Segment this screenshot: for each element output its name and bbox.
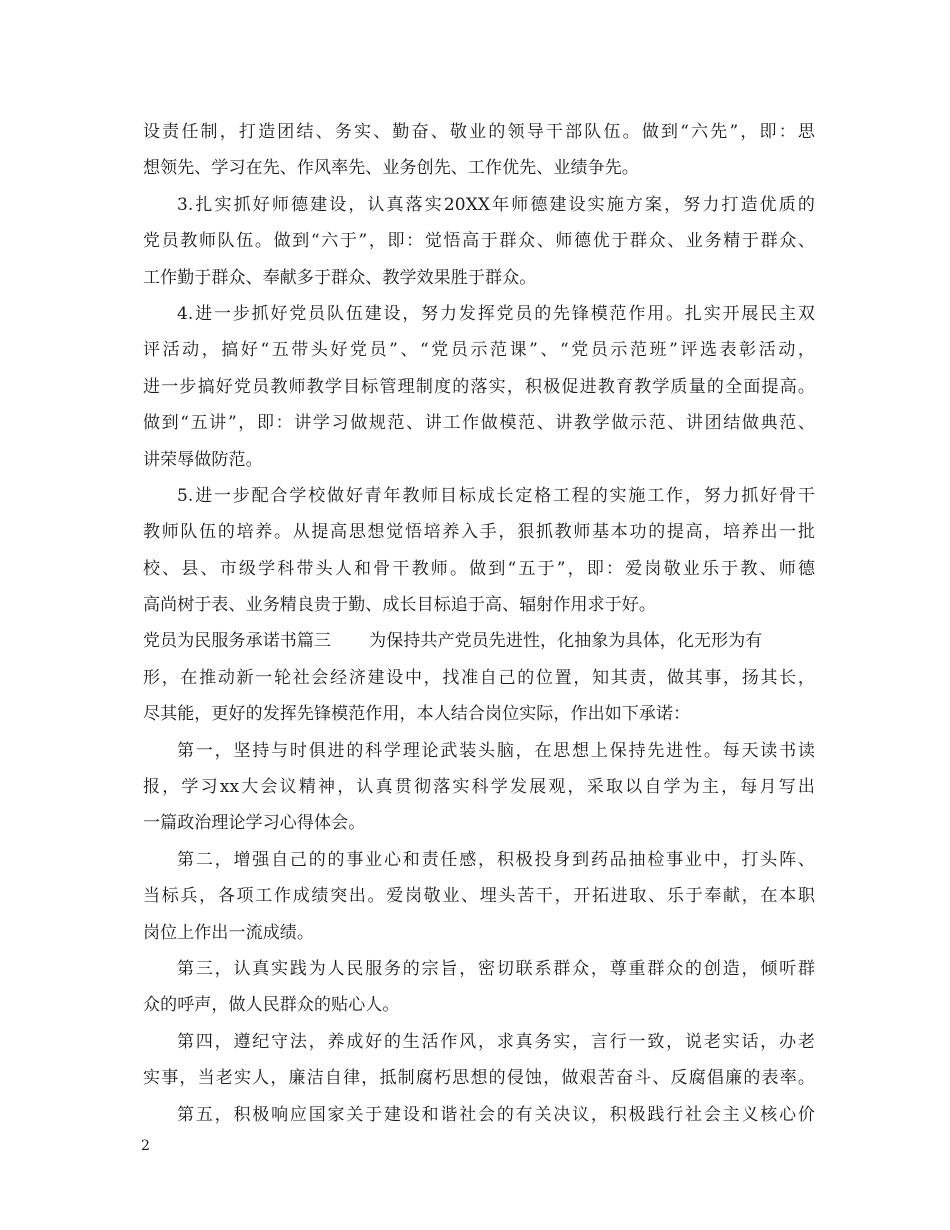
text-line: 评活动，搞好“五带头好党员”、“党员示范课”、“党员示范班”评选表彰活动，: [143, 340, 815, 361]
text-line: 5.进一步配合学校做好青年教师目标成长定格工程的实施工作，努力抓好骨干: [177, 485, 815, 506]
text-line: 第一，坚持与时俱进的科学理论武装头脑，在思想上保持先进性。每天读书读: [177, 740, 815, 761]
text-line: 党员教师队伍。做到“六于”，即：觉悟高于群众、师德优于群众、业务精于群众、: [143, 231, 815, 252]
text-line: 讲荣辱做防范。: [143, 449, 263, 470]
text-line: [143, 623, 815, 659]
body-text: [143, 114, 815, 1133]
text-line: 高尚树于表、业务精良贵于勤、成长目标追于高、辐射作用求于好。: [143, 595, 656, 616]
text-line: 尽其能，更好的发挥先锋模范作用，本人结合岗位实际，作出如下承诺：: [143, 704, 691, 725]
text-line: 进一步搞好党员教师教学目标管理制度的落实，积极促进教育教学质量的全面提高。: [143, 376, 815, 397]
text-line: 4.进一步抓好党员队伍建设，努力发挥党员的先锋模范作用。扎实开展民主双: [177, 303, 815, 324]
section-heading: 党员为民服务承诺书篇三: [143, 631, 332, 652]
text-line: 想领先、学习在先、作风率先、业务创先、工作优先、业绩争先。: [143, 158, 639, 179]
text-line: 设责任制，打造团结、务实、勤奋、敬业的领导干部队伍。做到“六先”，即：思: [143, 122, 815, 142]
text-line: 教师队伍的培养。从提高思想觉悟培养入手，狠抓教师基本功的提高，培养出一批: [143, 522, 815, 543]
text-line: 第二，增强自己的的事业心和责任感，积极投身到药品抽检事业中，打头阵、: [177, 849, 815, 870]
text-line: 3.扎实抓好师德建设，认真落实20XX年师德建设实施方案，努力打造优质的: [177, 194, 815, 215]
text-line: 岗位上作出一流成绩。: [143, 922, 314, 943]
text-line: 报，学习xx大会议精神，认真贯彻落实科学发展观，采取以自学为主，每月写出: [143, 777, 815, 798]
page-number: 2: [141, 1138, 150, 1154]
text-line: 第四，遵纪守法，养成好的生活作风，求真务实，言行一致，说老实话，办老: [177, 1031, 815, 1052]
text-line: 校、县、市级学科带头人和骨干教师。做到“五于”，即：爱岗敬业乐于教、师德: [143, 558, 815, 579]
text-line: 形，在推动新一轮社会经济建设中，找准自己的位置，知其责，做其事，扬其长，: [143, 667, 815, 688]
text-line: 做到“五讲”，即：讲学习做规范、讲工作做模范、讲教学做示范、讲团结做典范、: [143, 413, 815, 434]
text-line: 众的呼声，做人民群众的贴心人。: [143, 995, 400, 1016]
text-line: 第五，积极响应国家关于建设和谐社会的有关决议，积极践行社会主义核心价: [177, 1104, 815, 1125]
text-line: 一篇政治理论学习心得体会。: [143, 813, 366, 834]
text-line: 当标兵，各项工作成绩突出。爱岗敬业、埋头苦干，开拓进取、乐于奉献，在本职: [143, 886, 815, 907]
text-line: 第三，认真实践为人民服务的宗旨，密切联系群众，尊重群众的创造，倾听群: [177, 958, 815, 979]
text-line: 实事，当老实人，廉洁自律，抵制腐朽思想的侵蚀，做艰苦奋斗、反腐倡廉的表率。: [143, 1068, 815, 1089]
text-line: 工作勤于群众、奉献多于群众、教学效果胜于群众。: [143, 267, 537, 288]
section-intro-text: 为保持共产党员先进性，化抽象为具体，化无形为有: [369, 631, 763, 652]
